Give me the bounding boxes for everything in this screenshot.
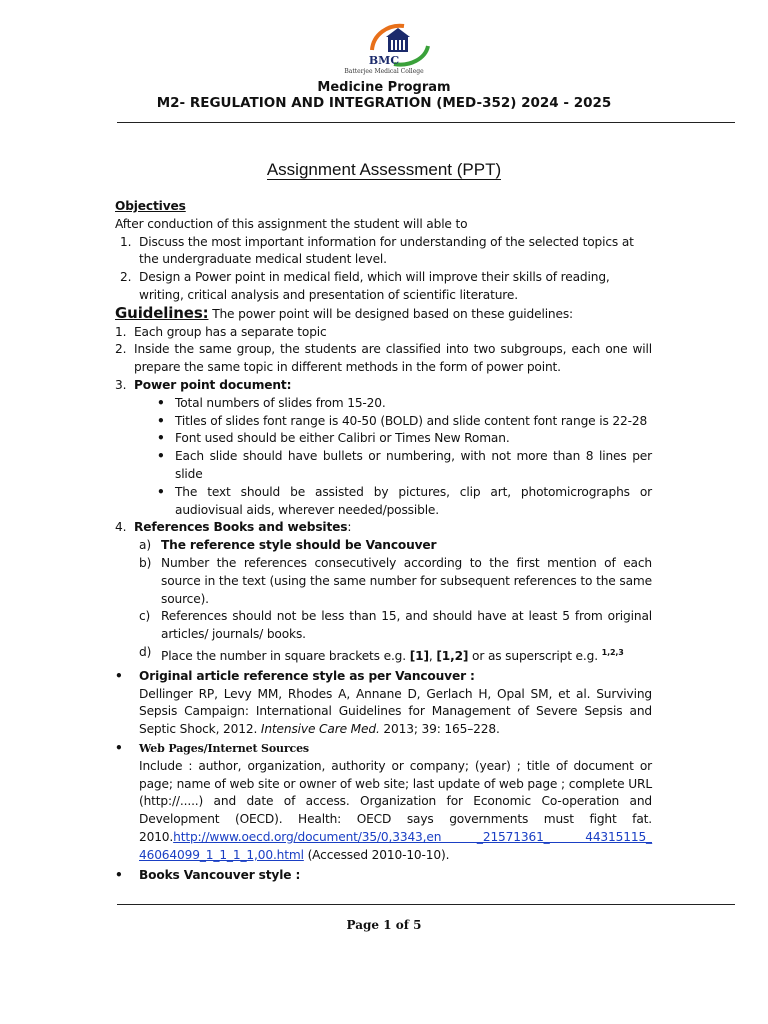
objective-item: 2. Design a Power point in medical field, which will improve their skills of reading, writing, critical analysis and presentation of scientific literature. — [120, 270, 610, 302]
web-sources-heading: Web Pages/Internet Sources — [139, 741, 309, 755]
bullet-item: • Total numbers of slides from 15-20. — [157, 395, 386, 410]
guideline-item: 1. Each group has a separate topic — [115, 324, 327, 339]
guideline-item: 3. Power point document: — [115, 377, 292, 392]
logo-name: BMC — [368, 54, 400, 67]
objective-item: 1. Discuss the most important information for understanding of the selected topics at the undergraduate medical student level. — [120, 234, 634, 267]
course-title: M2- REGULATION AND INTEGRATION (MED-352) 2024 - 2025 — [156, 95, 612, 111]
document-body — [115, 198, 652, 884]
header-divider — [117, 122, 735, 123]
logo-subtitle: Batterjee Medical College — [344, 68, 424, 75]
objectives-heading: Objectives — [115, 199, 186, 213]
page-number: Page 1 of 5 — [346, 918, 422, 932]
guidelines-line: Guidelines: The power point will be designed based on these guidelines: — [115, 303, 574, 322]
oecd-link[interactable]: http://www.oecd.org/document/35/0,3343,en _21571361_ 44315115_ 46064099_1_1_1_1,00.html — [139, 829, 652, 862]
bullet-item: • Titles of slides font range is 40-50 (BOLD) and slide content font range is 22-28 — [157, 413, 648, 428]
bullet-item: • Each slide should have bullets or numbering, with not more than 8 lines per slide — [157, 449, 652, 481]
books-heading: Books Vancouver style : — [139, 867, 301, 882]
bullet-item: • Font used should be either Calibri or Times New Roman. — [157, 431, 510, 446]
reference-rule: d) Place the number in square brackets e.g. [1], [1,2] or as superscript e.g. $^{1,2,3}$ — [139, 644, 624, 663]
program-title: Medicine Program — [317, 80, 451, 95]
web-sources-section: • Web Pages/Internet Sources Include : author, organization, authority or company; (year) ; title of document or page; name of web site or owner of web site; last update of web page ; complete URL (http://.....) and date of access. Organization for Economic Co-operation and Development (OECD). Health: OECD says governments must fight fat. 2010.http://www.oecd.org/document/35/0,3343,en _21571361_ 44315115_ 46064099_1_1_1_1,00.html (Accessed 2010-10-10). — [115, 740, 652, 862]
reference-rule: a) The reference style should be Vancouver — [139, 538, 437, 553]
objectives-intro: After conduction of this assignment the student will able to — [115, 216, 468, 231]
guideline-item: 4. References Books and websites: — [115, 520, 352, 535]
original-article-section: • Original article reference style as per Vancouver : Dellinger RP, Levy MM, Rhodes A, Annane D, Gerlach H, Opal SM, et al. Surviving Sepsis Campaign: International Guidelines for Management of Severe Sepsis and Septic Shock, 2012. Intensive Care Med. 2013; 39: 165–228. — [115, 668, 652, 737]
footer-divider — [117, 904, 735, 905]
page-title: Assignment Assessment (PPT) — [266, 160, 502, 179]
bullet-item: • The text should be assisted by pictures, clip art, photomicrographs or audiovisual aids, wherever needed/possible. — [157, 484, 652, 517]
reference-rule: c) References should not be less than 15, and should have at least 5 from original articles/ journals/ books. — [139, 609, 652, 642]
original-article-heading: Original article reference style as per Vancouver : — [139, 668, 475, 683]
reference-rule: b) Number the references consecutively according to the first mention of each source in the text (using the same number for subsequent references to the same source). — [139, 555, 652, 606]
books-section: • Books Vancouver style : — [115, 867, 652, 885]
guideline-item: 2. Inside the same group, the students are classified into two subgroups, each one will prepare the same topic in different methods in the form of power point. — [115, 342, 652, 375]
guidelines-heading: Guidelines: — [115, 303, 209, 322]
